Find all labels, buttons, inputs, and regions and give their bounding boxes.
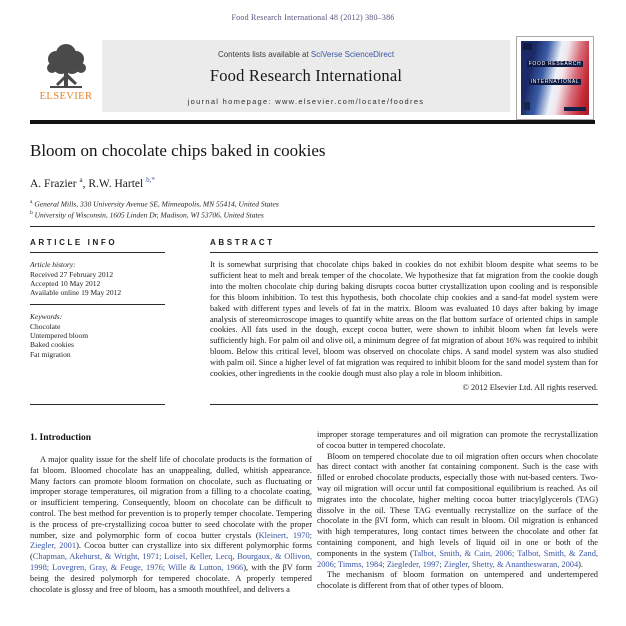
article-info-heading-rule [30,252,165,253]
keyword-item: Fat migration [30,349,71,359]
sciverse-sciencedirect-link[interactable]: SciVerse ScienceDirect [310,50,395,59]
cover-emblem-icon [524,102,530,110]
author-2-affiliation-sup[interactable]: b,* [146,176,155,184]
affiliations-block [30,198,279,220]
cover-title-line2: INTERNATIONAL [530,79,580,85]
abstract-text: It is somewhat surprising that chocolate chips baked in cookies do not exhibit bloom despite what seems to be sufficient heat to melt and break temper of the chocolate. We hypothesize that fat migration from the cookie dough into the molten chocolate chip during baking disrupts cocoa butter crystallization upon cooling and is responsible for this bloom inhibition. To test this hypothesis, both chocolate chip cookies and a sand-fat model system were baked with different types and levels of fat in the matrix. Bloom was evaluated 10 days after baking by image analysis of stereomicroscope images to quantify white areas on the flat bottom surface of oriented chips in sample cookies. All fats used in the dough, except cocoa butter, were shown to inhibit bloom when fat levels were sufficiently high. For palm oil and olive oil, a minimum degree of fat migration of about 16% was required to inhibit bloom. Below this critical level, bloom was observed on chocolate chips. A sand model system was also studied with palm oil. Since a higher level of fat migration was required to inhibit bloom for the sand model system than for cookies, other ingredients in the cookie dough must also play a role in bloom inhibition. [210,260,598,379]
journal-title: Food Research International [209,66,403,85]
introduction-heading: 1. Introduction [30,433,92,443]
keyword-item: Chocolate [30,321,61,331]
citation-link[interactable]: Kleinert, 1970; Ziegler, 2001 [30,530,312,551]
cover-publisher-mark-icon [523,43,532,50]
introduction-paragraph [30,455,312,595]
page-title: Bloom on chocolate chips baked in cookies [30,141,326,160]
introduction-right-column [317,430,598,592]
journal-banner [30,40,510,112]
contents-line [102,50,510,59]
introduction-paragraph [317,452,598,571]
citation-link[interactable]: Chapman, Akehurst, & Wright, 1971; Loisel, Keller, Lecq, Bourgaux, & Ollivon, 1998; Lovegren, Gray, & Feuge, 1976; Wille & Lutton, 1966 [30,552,312,572]
introduction-paragraph [317,430,598,452]
text-run: improper storage temperatures and oil migration can promote the recrystallization of cocoa butter in tempered chocolate. [317,430,598,450]
history-accepted: Accepted 10 May 2012 [30,278,101,288]
journal-cover-art [521,41,589,115]
header-divider-thick [30,120,595,124]
abstract-section [210,238,598,392]
journal-cover-thumbnail[interactable] [516,36,594,120]
text-run: ). [578,559,584,569]
contents-prefix: Contents lists available at [217,50,311,59]
abstract-bottom-rule [210,404,598,405]
affiliation-2 [30,209,279,220]
banner-center [102,40,510,112]
text-run: The mechanism of bloom formation on untempered and undertempered chocolate is different from that of other types of bloom. [317,570,598,591]
text-run: A major quality issue for the shelf life of chocolate products is the formation of fat bloom. Bloomed chocolate has an unappealing, dulled, whitish appearance. Many factors can promote bloom formation on chocolate, such as fluctuating or improper storage temperatures, oil migration from a filling to a chocolate coating, or insufficient tempering. Consequently, bloom on chocolate can be difficult to control. The best method for prevention is to properly temper chocolate. Tempering is the process of pre-crystallizing cocoa butter to seed chocolate with the proper number, size and polymorphic form of cocoa butter crystals ( [30,455,312,540]
copyright-line: © 2012 Elsevier Ltd. All rights reserved. [462,382,598,392]
title-block-divider [30,226,595,227]
article-info-heading: ARTICLE INFO [30,238,118,247]
article-info-mid-rule [30,304,165,305]
citation-link[interactable]: Talbot, Smith, & Cain, 2006; Talbot, Smith, & Zand, 2006; Timms, 1984; Ziegleder, 1997; Ziegler, Shetty, & Anantheswaran, 2004 [317,548,598,569]
history-available-online: Available online 19 May 2012 [30,288,122,298]
journal-homepage-link[interactable]: journal homepage: www.elsevier.com/locate/foodres [187,97,425,106]
affiliation-2-text: University of Wisconsin, 1605 Linden Dr, Madison, WI 53706, United States [34,210,264,220]
author-separator: , [82,177,89,190]
author-1: A. Frazier [30,177,77,190]
cover-sciencedirect-mark [564,107,586,111]
introduction-paragraph [317,570,598,592]
article-info-bottom-rule [30,404,165,405]
affiliation-1-text: General Mills, 330 University Avenue SE, Minneapolis, MN 55414, United States [34,199,279,209]
article-history-label: Article history: [30,260,76,269]
affiliation-1-sup: a [30,199,33,205]
text-run: ). Cocoa butter can crystallize into six different polymorphic forms ( [30,541,312,562]
affiliation-2-sup: b [30,210,33,216]
cover-title-block [521,52,589,88]
keywords-label: Keywords: [30,312,63,322]
elsevier-logo[interactable] [30,40,102,112]
text-run: ), with the βV form being the desired polymorph for tempered chocolate. A properly tempered chocolate is glossy and free of bloom, has a smooth mouthfeel, and delivers a [30,562,312,594]
abstract-heading-rule [210,252,598,253]
cover-title-line1: FOOD RESEARCH [528,61,582,67]
keyword-item: Baked cookies [30,340,74,350]
journal-reference-line: Food Research International 48 (2012) 380–386 [231,13,395,22]
history-received: Received 27 February 2012 [30,269,114,279]
introduction-left-column [30,433,312,595]
author-line [30,176,155,190]
article-info-section [30,238,195,359]
keyword-item: Untempered bloom [30,331,89,341]
author-2: R.W. Hartel [88,177,144,190]
elsevier-wordmark: ELSEVIER [39,91,93,102]
affiliation-1 [30,198,279,209]
elsevier-tree-icon [44,42,88,92]
author-1-affiliation-sup: a [79,176,83,184]
text-run: Bloom on tempered chocolate due to oil migration often occurs when chocolate has direct contact with another fat containing component. Such is the case with filled or enrobed chocolate products, especially those with nut-based centers. Two-way oil migration will occur until fat compositional equilibrium is reached. As oil migrates into the chocolate, higher melting cocoa butter triacylglycerols (TAG) dissolve in the oil. These TAG eventually recrystallize on the surface of the chocolate in the βVI form, which can result in bloom. Oil migration is enhanced with high temperatures, long contact times between the chocolate and other fat containing component, and high levels of liquid oil in one or both of the components in the system ( [317,451,598,558]
abstract-heading: ABSTRACT [210,238,275,247]
